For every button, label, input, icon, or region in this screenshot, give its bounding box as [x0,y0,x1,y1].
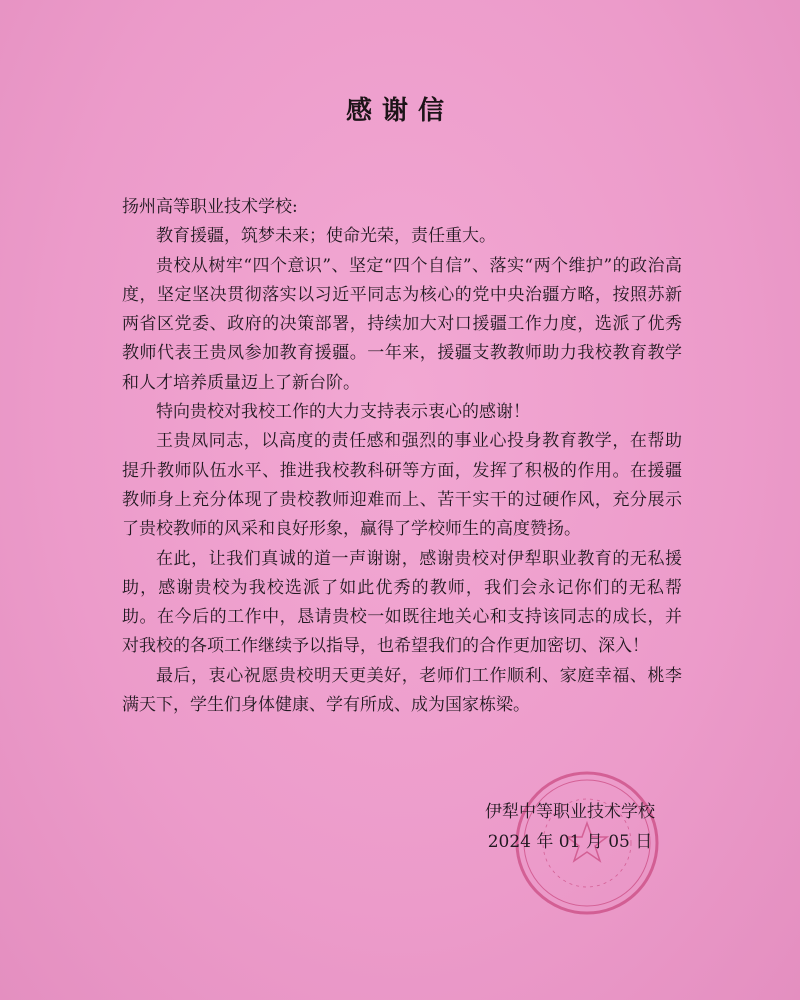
paragraph: 贵校从树牢“四个意识”、坚定“四个自信”、落实“两个维护”的政治高度，坚定坚决贯彻落实以习近平同志为核心的党中央治疆方略，按照苏新两省区党委、政府的决策部署，持续加大对口援疆工作力度，选派了优秀教师代表王贵凤参加教育援疆。一年来，援疆支教教师助力我校教育教学和人才培养质量迈上了新台阶。 [122,255,682,393]
paragraph: 最后，衷心祝愿贵校明天更美好，老师们工作顺利、家庭幸福、桃李满天下，学生们身体健康、学有所成、成为国家栋梁。 [122,665,682,716]
letter-date: 2024 年 01 月 05 日 [487,832,653,852]
sender-name: 伊犁中等职业技术学校 [485,802,655,822]
letter-title: 感谢信 [345,96,454,126]
paragraph: 特向贵校对我校工作的大力支持表示衷心的感谢！ [156,402,530,423]
letter-closing [445,797,695,857]
salutation: 扬州高等职业技术学校: [122,197,298,217]
paragraph: 教育援疆，筑梦未来；使命光荣，责任重大。 [156,226,496,247]
paragraph: 在此，让我们真诚的道一声谢谢，感谢贵校对伊犁职业教育的无私援助，感谢贵校为我校选派了如此优秀的教师，我们会永记你们的无私帮助。在今后的工作中，恳请贵校一如既往地关心和支持该同志的成长，并对我校的各项工作继续予以指导，也希望我们的合作更加密切、深入！ [122,548,682,657]
letter-body [122,193,682,720]
paragraph: 王贵凤同志，以高度的责任感和强烈的事业心投身教育教学，在帮助提升教师队伍水平、推进我校教科研等方面，发挥了积极的作用。在援疆教师身上充分体现了贵校教师迎难而上、苦干实干的过硬作风，充分展示了贵校教师的风采和良好形象，赢得了学校师生的高度赞扬。 [122,431,682,540]
